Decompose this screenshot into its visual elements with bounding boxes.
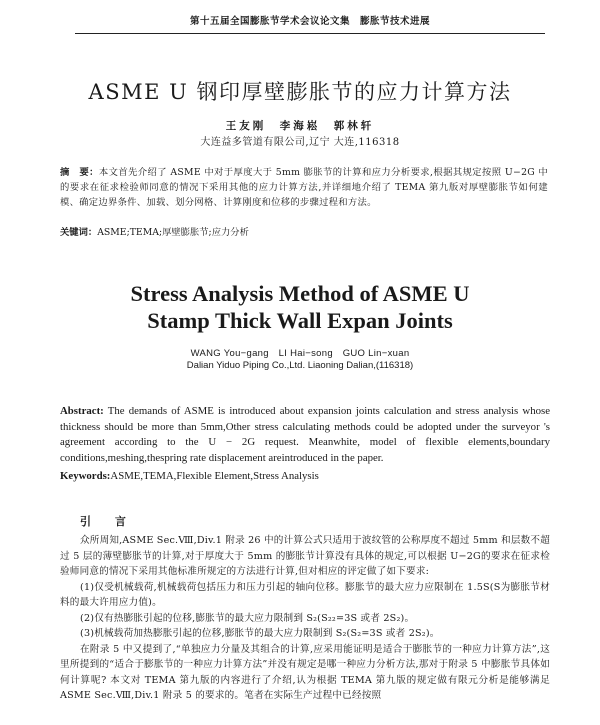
body-paragraph-5: 在附录 5 中又提到了,“单独应力分量及其组合的计算,应采用能证明是适合于膨胀节的一种应力计算方法”,这里所提到的“适合于膨胀节的一种应力计算方法”并没有规定是哪一种应力分析方法,那对于附录 5 中膨胀节具体如何计算呢? 本文对 TEMA 第九版的内容进行了介绍,认为根据 TEMA 第九版的规定做有限元分析是能够满足 ASME Sec.Ⅷ,Div.1 附录 5 的要求的。笔者在实际生产过程中已经按照 bbox=[60, 643, 550, 701]
body-paragraph-3: (2)仅有热膨胀引起的位移,膨胀节的最大应力限制到 S₂(S₂₂=3S 或者 2S₂)。 bbox=[80, 612, 415, 624]
abstract-english-text: The demands of ASME is introduced about expansion joints calculation and stress analysis whose thickness should be more than 5mm,Other stress calculating methods could be adopted under the surveyor 's agreement according to the U − 2G request. Meanwhite, model of flexible elements,boundary conditions,meshing,thespring rate displacement areintroduced in the paper. bbox=[60, 405, 550, 464]
body-paragraph-2: (1)仅受机械载荷,机械载荷包括压力和压力引起的轴向位移。膨胀节的最大应力应限制在 1.5S(S为膨胀节材料的最大许用应力值)。 bbox=[60, 581, 550, 608]
running-header: 第十五届全国膨胀节学术会议论文集 膨胀节技术进展 bbox=[75, 13, 545, 34]
keywords-chinese-label: 关键词： bbox=[60, 227, 98, 238]
section-heading-introduction: 引 言 bbox=[80, 515, 136, 528]
body-paragraph-4: (3)机械载荷加热膨胀引起的位移,膨胀节的最大应力限制到 S₂(S₂=3S 或者 2S₂)。 bbox=[80, 628, 440, 639]
keywords-english bbox=[60, 470, 550, 482]
authors-english: WANG You−gang LI Hai−song GUO Lin−xuan bbox=[190, 348, 410, 359]
affiliation-english: Dalian Yiduo Piping Co.,Ltd. Liaoning Dalian,(116318) bbox=[186, 360, 414, 371]
keywords-english-label: Keywords: bbox=[60, 470, 111, 482]
body-text bbox=[60, 533, 550, 704]
title-english bbox=[0, 280, 600, 334]
authors-chinese: 王友刚 李海崧 郭林轩 bbox=[225, 120, 375, 132]
keywords-chinese bbox=[60, 225, 548, 240]
abstract-chinese-label: 摘 要： bbox=[60, 167, 99, 178]
abstract-chinese-text: 本文首先介绍了 ASME 中对于厚度大于 5mm 膨胀节的计算和应力分析要求,根据其规定按照 U−2G 中的要求在征求检验师同意的情况下采用其他的应力计算方法,并详细地介绍了 TEMA 第九版对厚壁膨胀节如何建模、确定边界条件、加载、划分网格、计算刚度和位移的步骤过程和方法。 bbox=[60, 167, 548, 208]
abstract-english bbox=[60, 404, 550, 466]
title-chinese: ASME U 钢印厚壁膨胀节的应力计算方法 bbox=[88, 80, 512, 104]
abstract-english-label: Abstract: bbox=[60, 405, 104, 417]
affiliation-chinese: 大连益多管道有限公司,辽宁 大连,116318 bbox=[200, 137, 400, 148]
title-english-line1: Stress Analysis Method of ASME U bbox=[130, 281, 470, 306]
keywords-chinese-text: ASME;TEMA;厚壁膨胀节;应力分析 bbox=[97, 227, 249, 238]
abstract-chinese bbox=[60, 165, 548, 210]
body-paragraph-1: 众所周知,ASME Sec.Ⅷ,Div.1 附录 26 中的计算公式只适用于波纹管的公称厚度不超过 5mm 和层数不超过 5 层的薄壁膨胀节的计算,对于厚度大于 5mm 的膨胀节计算没有具体的规定,可以根据 U−2G的要求在征求检验师同意的情况下采用其他标准所规定的方法进行计算,但对相应的评定做了如下要求: bbox=[60, 535, 551, 577]
keywords-english-text: ASME,TEMA,Flexible Element,Stress Analysis bbox=[110, 470, 319, 482]
title-english-line2: Stamp Thick Wall Expan Joints bbox=[147, 308, 453, 333]
